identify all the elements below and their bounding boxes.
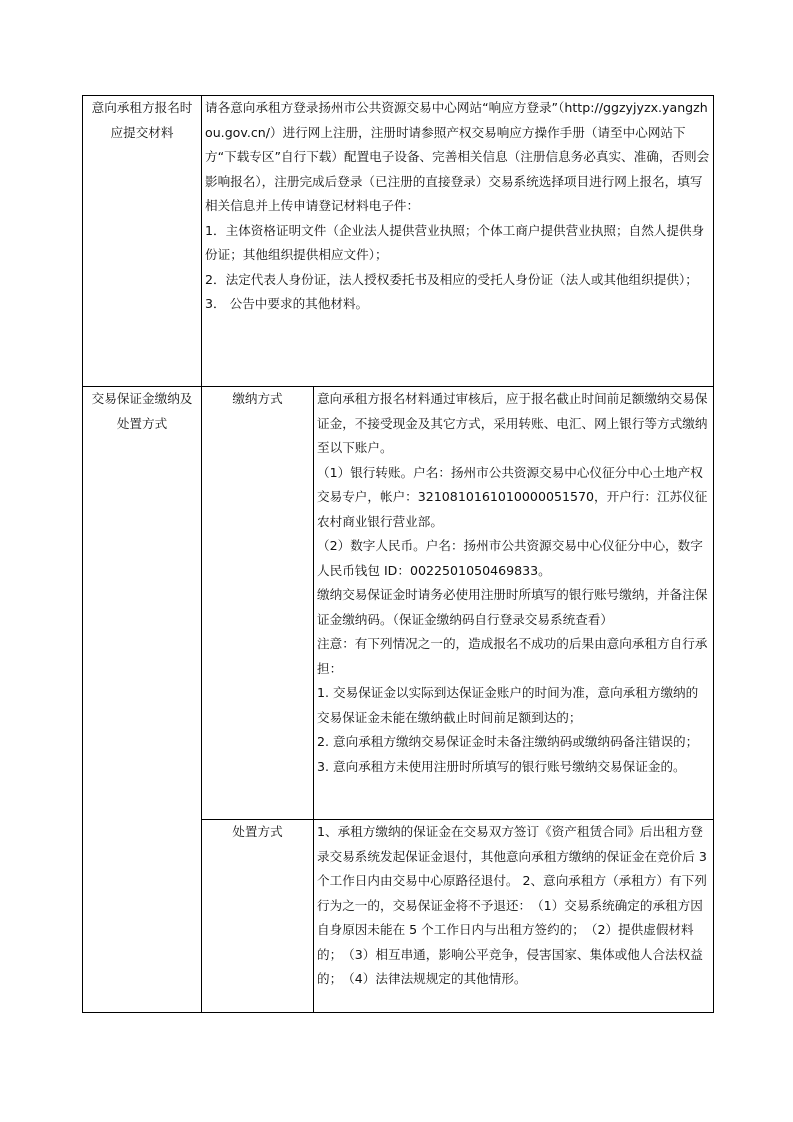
paragraph: 1．主体资格证明文件（企业法人提供营业执照；个体工商户提供营业执照；自然人提供身份证；其他组织提供相应文件）；: [205, 222, 705, 262]
paragraph: 3． 公告中要求的其他材料。: [205, 296, 369, 311]
paragraph: 请各意向承租方登录扬州市公共资源交易中心网站“响应方登录”（http://ggzyjyzx.yangzhou.gov.cn/）进行网上注册，注册时请参照产权交易响应方操作手册（请至中心网站下方“下载专区”自行下载）配置电子设备、完善相关信息（注册信息务必真实、准确，否则会影响报名），注册完成后登录（已注册的直接登录）交易系统选择项目进行网上报名，填写相关信息并上传申请登记材料电子件：: [205, 100, 710, 213]
paragraph: 缴纳交易保证金时请务必使用注册时所填写的银行账号缴纳，并备注保证金缴纳码。（保证金缴纳码自行登录交易系统查看）: [317, 587, 708, 627]
sub-row-label: 缴纳方式: [202, 387, 314, 820]
paragraph: 1. 交易保证金以实际到达保证金账户的时间为准，意向承租方缴纳的交易保证金未能在缴纳截止时间前足额到达的；: [317, 685, 699, 725]
row-content: [202, 96, 714, 387]
paragraph: 2. 意向承租方缴纳交易保证金时未备注缴纳码或缴纳码备注错误的；: [317, 734, 699, 749]
paragraph: 注意：有下列情况之一的，造成报名不成功的后果由意向承租方自行承担：: [317, 636, 708, 676]
paragraph: 1、承租方缴纳的保证金在交易双方签订《资产租赁合同》后出租方登录交易系统发起保证金退付，其他意向承租方缴纳的保证金在竞价后 3 个工作日内由交易中心原路径退付。 2、意向承租方（承租方）有下列行为之一的，交易保证金将不予退还： （1）交易系统确定的承租方因自身原因未能在 5 个工作日内与出租方签约的； （2）提供虚假材料的； （3）相互串通，影响公平竞争，侵害国家、集体或他人合法权益的； （4）法律法规规定的其他情形。: [317, 824, 711, 986]
paragraph: 3. 意向承租方未使用注册时所填写的银行账号缴纳交易保证金的。: [317, 758, 686, 774]
table-row: [83, 387, 714, 820]
sub-row-content: [314, 387, 714, 820]
info-table: [82, 95, 714, 1013]
row-label: 意向承租方报名时应提交材料: [83, 96, 202, 387]
table-row: [83, 96, 714, 387]
paragraph: （2）数字人民币。户名：扬州市公共资源交易中心仪征分中心，数字人民币钱包 ID：0022501050469833。: [317, 538, 703, 578]
paragraph: 2．法定代表人身份证，法人授权委托书及相应的受托人身份证（法人或其他组织提供）；: [205, 271, 698, 287]
paragraph: （1）银行转账。户名：扬州市公共资源交易中心仪征分中心土地产权交易专户，帐户：3210810161010000051570，开户行：江苏仪征农村商业银行营业部。: [317, 464, 708, 529]
sub-row-content: [314, 820, 714, 1013]
sub-row-label: 处置方式: [202, 820, 314, 1013]
row-label: 交易保证金缴纳及处置方式: [83, 387, 202, 1013]
paragraph: 意向承租方报名材料通过审核后，应于报名截止时间前足额缴纳交易保证金，不接受现金及其它方式，采用转账、电汇、网上银行等方式缴纳至以下账户。: [317, 391, 708, 455]
